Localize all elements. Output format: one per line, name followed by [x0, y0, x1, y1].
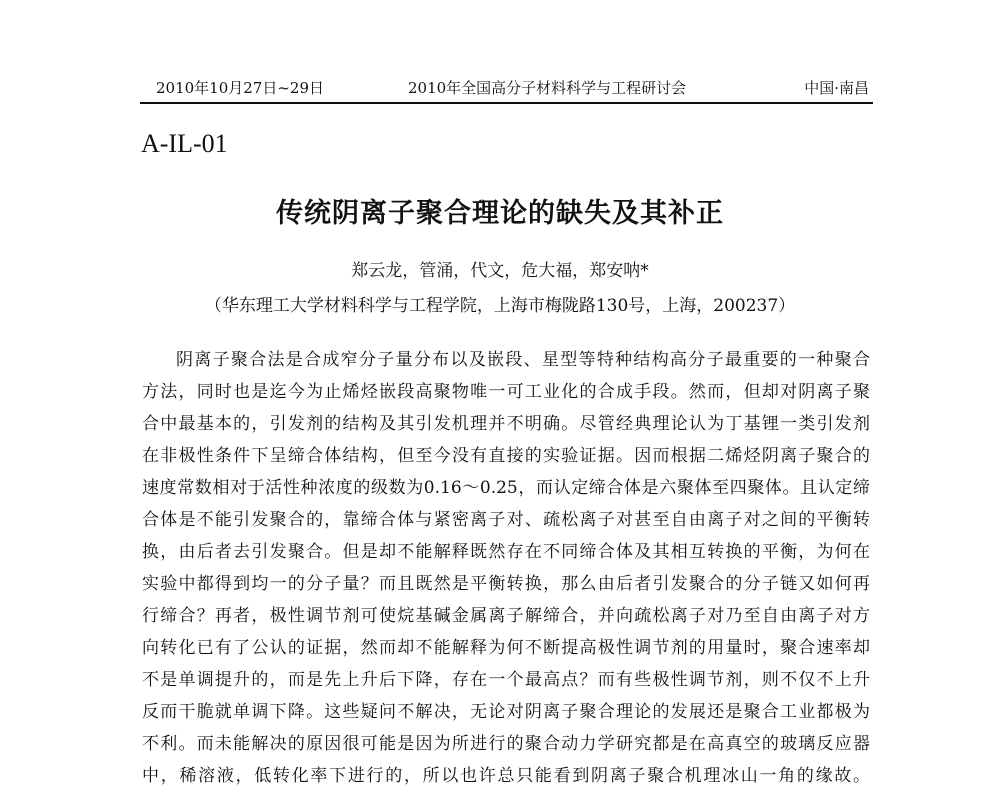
header-conference: 2010年全国高分子材料科学与工程研讨会	[408, 79, 687, 97]
abstract	[142, 344, 870, 792]
header-date: 2010年10月27日~29日	[156, 79, 325, 97]
authors: 郑云龙，管涌，代文，危大福，郑安呐*	[351, 261, 649, 281]
abstract-line: 不利。而未能解决的原因很可能是因为所进行的聚合动力学研究都是在高真空的玻璃反应器	[142, 734, 870, 754]
paper-title: 传统阴离子聚合理论的缺失及其补正	[276, 198, 724, 229]
abstract-line: 向转化已有了公认的证据，然而却不能解释为何不断提高极性调节剂的用量时，聚合速率却	[142, 638, 870, 658]
abstract-line: 在非极性条件下呈缔合体结构，但至今没有直接的实验证据。因而根据二烯烃阴离子聚合的	[142, 446, 870, 466]
abstract-line: 阴离子聚合法是合成窄分子量分布以及嵌段、星型等特种结构高分子最重要的一种聚合	[176, 350, 870, 370]
affiliation: （华东理工大学材料科学与工程学院，上海市梅陇路130号，上海，200237）	[204, 296, 796, 316]
abstract-line: 速度常数相对于活性种浓度的级数为0.16～0.25，而认定缔合体是六聚体至四聚体。且认定缔	[142, 478, 870, 498]
abstract-line: 行缔合？再者，极性调节剂可使烷基碱金属离子解缔合，并向疏松离子对乃至自由离子对方	[142, 606, 870, 626]
abstract-line: 换，由后者去引发聚合。但是却不能解释既然存在不同缔合体及其相互转换的平衡，为何在	[142, 542, 870, 562]
abstract-line: 合中最基本的，引发剂的结构及其引发机理并不明确。尽管经典理论认为丁基锂一类引发剂	[142, 414, 870, 434]
abstract-line: 中，稀溶液，低转化率下进行的，所以也许总只能看到阴离子聚合机理冰山一角的缘故。	[142, 766, 870, 786]
abstract-line: 方法，同时也是迄今为止烯烃嵌段高聚物唯一可工业化的合成手段。然而，但却对阴离子聚	[142, 382, 870, 402]
paper-id: A-IL-01	[141, 129, 228, 158]
abstract-line: 实验中都得到均一的分子量？而且既然是平衡转换，那么由后者引发聚合的分子链又如何再	[142, 574, 870, 594]
abstract-line: 合体是不能引发聚合的，靠缔合体与紧密离子对、疏松离子对甚至自由离子对之间的平衡转	[142, 510, 870, 530]
running-header	[140, 74, 873, 104]
header-location: 中国·南昌	[804, 79, 869, 97]
abstract-line: 不是单调提升的，而是先上升后下降，存在一个最高点？而有些极性调节剂，则不仅不上升	[142, 670, 870, 690]
abstract-line: 反而干脆就单调下降。这些疑问不解决，无论对阴离子聚合理论的发展还是聚合工业都极为	[142, 702, 870, 722]
